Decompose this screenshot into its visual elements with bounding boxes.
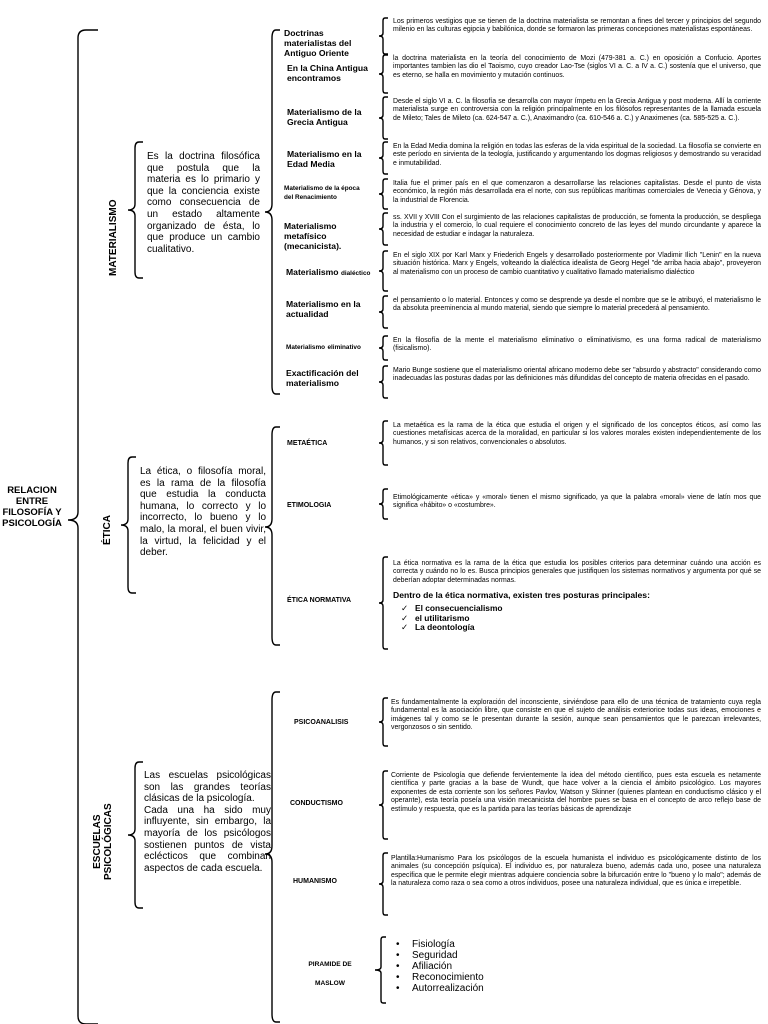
escuelas-label: ESCUELAS PSICOLÓGICAS <box>92 803 114 880</box>
desc-brace-7 <box>378 250 390 292</box>
topic-humanismo: HUMANISMO <box>293 878 337 885</box>
topic-etica-normativa: ÉTICA NORMATIVA <box>287 597 352 604</box>
desc-grecia-antigua: Desde el siglo VI a. C. la filosofía se desarrolla con mayor ímpetu en la Grecia Antigua y post moderna. Allí la corriente materialista surge en controversia con la religión principalmente en los filósofos representantes de la llamada escuela de Mileto; Tales de Mileto (ca. 624-547 a. C.), Anaximandro (ca. 610-546 a. C.) y Anaximenes (ca. 585-525 a. C.). <box>393 98 761 122</box>
check-icon: ✓ <box>401 622 409 633</box>
topic-dialectico-main: Materialismo <box>286 267 339 277</box>
etica-definition: La ética, o filosofía moral, es la rama de la filosofía que estudia la conducta humana, lo correcto y lo incorrecto, lo bueno y lo malo, la moral, el buen vivir, la virtud, la felicidad y el deber. <box>140 466 266 559</box>
list-item: • Afiliación <box>396 961 453 972</box>
topic-conductismo: CONDUCTISMO <box>290 800 343 807</box>
root-title: RELACION ENTRE FILOSOFÍA Y PSICOLOGÍA <box>2 485 62 529</box>
desc-brace-8 <box>378 295 390 329</box>
desc-dialectico: En el siglo XIX por Karl Marx y Friederich Engels y desarrollado posteriormente por Vladimir Ilich "Lenin" en la nueva situación histórica. Marx y Engels, volteando la dialéctica idealista de Georg Hegel "de arriba hacia abajo", proveyeron al materialismo con un proceso de cambio cuantitativo y cualitativo llamado materialismo dialéctico <box>393 252 761 276</box>
etica-normativa-subheading: Dentro de la ética normativa, existen tres posturas principales: <box>393 590 650 601</box>
desc-brace-conductismo <box>378 770 390 840</box>
materialismo-items-brace <box>262 28 282 396</box>
desc-brace-maslow <box>374 936 388 1004</box>
desc-antiguo-oriente: Los primeros vestigios que se tienen de la doctrina materialista se remontan a fines del tercer y principios del segundo milenio en las culturas egipcia y babilónica, donde se formaron las primeras concepciones materialistas espontáneas. <box>393 18 761 34</box>
topic-metaetica: METAÉTICA <box>287 440 328 447</box>
bullet-icon: • <box>396 961 400 972</box>
desc-brace-4 <box>378 141 390 175</box>
topic-maslow: PIRAMIDE DE MASLOW <box>308 961 352 987</box>
desc-brace-etimologia <box>378 488 390 520</box>
desc-humanismo: Plantilla:Humanismo Para los psicólogos de la escuela humanista el individuo es psicológicamente distinto de los animales (su concepción psíquica). El individuo es, por naturaleza bueno, además cada uno, posee una naturaleza específica que le permite elegir mientras adquiere conciencia sobre la bifurcación entre lo "bueno y lo malo"; además de la naturaleza como raza o sea como a otros individuos, posee una naturaleza individual, que es única e irrepetible. <box>391 855 761 888</box>
desc-brace-2 <box>378 54 390 94</box>
bullet-icon: • <box>396 939 400 950</box>
topic-actualidad: Materialismo en la actualidad <box>286 299 361 319</box>
topic-dialectico-suffix: dialéctico <box>340 270 371 277</box>
desc-brace-9 <box>378 335 390 361</box>
topic-eliminativo-suffix: eliminativo <box>327 344 361 351</box>
desc-metafisico: ss. XVII y XVIII Con el surgimiento de las relaciones capitalistas de producción, se fomenta la producción, se despliega la industria y el comercio, lo cual requiere el conocimiento concreto de las leyes del mundo circundante y aparece la necesidad de estudiar e indagar la naturaleza. <box>393 214 761 238</box>
escuelas-definition-brace <box>125 760 145 910</box>
desc-psicoanalisis: Es fundamentalmente la exploración del inconsciente, sirviéndose para ello de una técnica de tratamiento cuya regla fundamental es la asociación libre, que consiste en que el sujeto de análisis exteriorice todas sus ideas, emociones e imágenes tal y como se le presentan durante la sesión, aunque sean pensamientos que le parezcan irrelevantes, vergonzosos o sin sentido. <box>391 699 761 732</box>
list-item: • Fisiología <box>396 939 455 950</box>
etica-label: ÉTICA <box>102 515 113 545</box>
topic-metafisico: Materialismo metafísico (mecanicista). <box>284 221 342 251</box>
desc-brace-10 <box>378 365 390 399</box>
desc-brace-psicoanalisis <box>378 697 390 747</box>
topic-eliminativo <box>286 341 378 353</box>
topic-grecia-antigua: Materialismo de la Grecia Antigua <box>287 107 362 127</box>
desc-metaetica: La metaética es la rama de la ética que estudia el origen y el significado de los conceptos éticos, así como las cuestiones metafísicas acerca de la moralidad, en particular si los valores morales existen independientemente de los humanos, y si son relativos, convencionales o absolutos. <box>393 422 761 446</box>
desc-eliminativo: En la filosofía de la mente el materialismo eliminativo o eliminativismo, es una forma radical de materialismo (fisicalismo). <box>393 337 761 353</box>
topic-china-antigua: En la China Antigua encontramos <box>287 63 368 83</box>
desc-conductismo: Corriente de Psicología que defiende fervientemente la idea del método científico, pues esta escuela es netamente científica y parte gracias a la base de Wundt, que hace volver a la ciencia el ámbito psicológico. Los mayores exponentes de esta corriente son los señores Pavlov, Watson y Skinner (quienes plantean en conductismo clásico y el operante), esta teoría poseía una visión mecanicista del hombre pues se basa en el concepto de arco reflejo base de estímulo y respuesta, que es la partida para las teorías básicas de aprendizaje <box>391 772 761 813</box>
list-item: ✓ el utilitarismo <box>401 612 470 623</box>
list-item: ✓ El consecuencialismo <box>401 603 503 614</box>
maslow-list <box>396 939 596 994</box>
bullet-icon: • <box>396 983 400 994</box>
topic-etimologia: ETIMOLOGIA <box>287 502 332 509</box>
topic-exactificacion: Exactificación del materialismo <box>286 368 359 388</box>
bullet-icon: • <box>396 972 400 983</box>
bullet-icon: • <box>396 950 400 961</box>
list-item: • Autorrealización <box>396 983 484 994</box>
desc-brace-3 <box>378 96 390 140</box>
list-item: • Seguridad <box>396 950 458 961</box>
materialismo-definition-brace <box>125 140 145 280</box>
desc-china-antigua: la doctrina materialista en la teoría del conocimiento de Mozi (479-381 a. C.) en oposición a Confucio. Aportes importantes tambien las dio el Taoismo, cuyo creador Lao-Tse (siglos VI a. C. a IV a. C.) sostenía que el universo, que es eterno, se halla en movimiento y mutación continuos. <box>393 55 761 79</box>
desc-brace-normativa <box>378 556 390 650</box>
desc-renacimiento: Italia fue el primer país en el que comenzaron a desarrollarse las relaciones capitalistas. Desde el punto de vista económico, la región más desarrollada era el norte, con sus repúblicas marítimas comerciales de Venecia y Génova, y la industrial de Florencia. <box>393 180 761 204</box>
desc-etimologia: Etimológicamente «ética» y «moral» tienen el mismo significado, ya que la palabra «moral» viene de latín mos que significa «hábito» o «costumbre». <box>393 494 761 510</box>
etica-normativa-block <box>393 560 761 633</box>
escuelas-definition: Las escuelas psicológicas son las grandes teorías clásicas de la psicología. Cada una ha sido muy influyente, sin embargo, la mayoría de los psicólogos sostienen puntos de vista eclécticos que combinan aspectos de cada escuela. <box>144 770 271 874</box>
desc-brace-1 <box>378 17 390 55</box>
list-item: • Reconocimiento <box>396 972 484 983</box>
desc-edad-media: En la Edad Media domina la religión en todas las esferas de la vida espiritual de la sociedad. La filosofía se convierte en este período en sirvienta de la teología, justificando y argumentando los dogmas religiosos y demostrando su veracidad e inmutabilidad. <box>393 143 761 167</box>
desc-brace-humanismo <box>378 852 390 916</box>
topic-edad-media: Materialismo en la Edad Media <box>287 149 362 169</box>
list-item: ✓ La deontología <box>401 622 475 633</box>
check-icon: ✓ <box>401 603 409 614</box>
topic-antiguo-oriente: Doctrinas materialistas del Antiguo Oriente <box>284 28 352 58</box>
desc-actualidad: el pensamiento o lo material. Entonces y como se desprende ya desde el nombre que se le atribuyó, el materialismo le da absoluta preeminencia al mundo material, siendo que siempre lo material precederá al pensamiento. <box>393 297 761 313</box>
materialismo-definition: Es la doctrina filosófica que postula que la materia es lo primario y que la conciencia existe como consecuencia de un estado altamente organizado de ésta, lo que produce un cambio cualitativo. <box>147 151 260 255</box>
desc-etica-normativa: La ética normativa es la rama de la ética que estudia los posibles criterios para determinar cuándo una acción es correcta y cuándo no lo es. Busca principios generales que justifiquen los sistemas normativos y argumenta por qué se deberían adoptar determinadas normas. <box>393 560 761 584</box>
desc-brace-5 <box>378 178 390 210</box>
topic-dialectico <box>286 267 378 279</box>
topic-psicoanalisis: PSICOANALISIS <box>294 719 349 726</box>
topic-renacimiento: Materialismo de la época del Renacimiento <box>284 185 360 201</box>
posturas-list <box>393 604 761 633</box>
desc-brace-metaetica <box>378 420 390 466</box>
topic-eliminativo-main: Materialismo <box>286 344 326 351</box>
materialismo-label: MATERIALISMO <box>108 199 119 276</box>
desc-exactificacion: Mario Bunge sostiene que el materialismo oriental africano moderno debe ser "absurdo y abstracto" considerando como inadecuadas las posturas dadas por las definiciones más difundidas del concepto de materia ofrecidas en el pasado. <box>393 367 761 383</box>
check-icon: ✓ <box>401 612 409 623</box>
etica-definition-brace <box>118 455 138 595</box>
